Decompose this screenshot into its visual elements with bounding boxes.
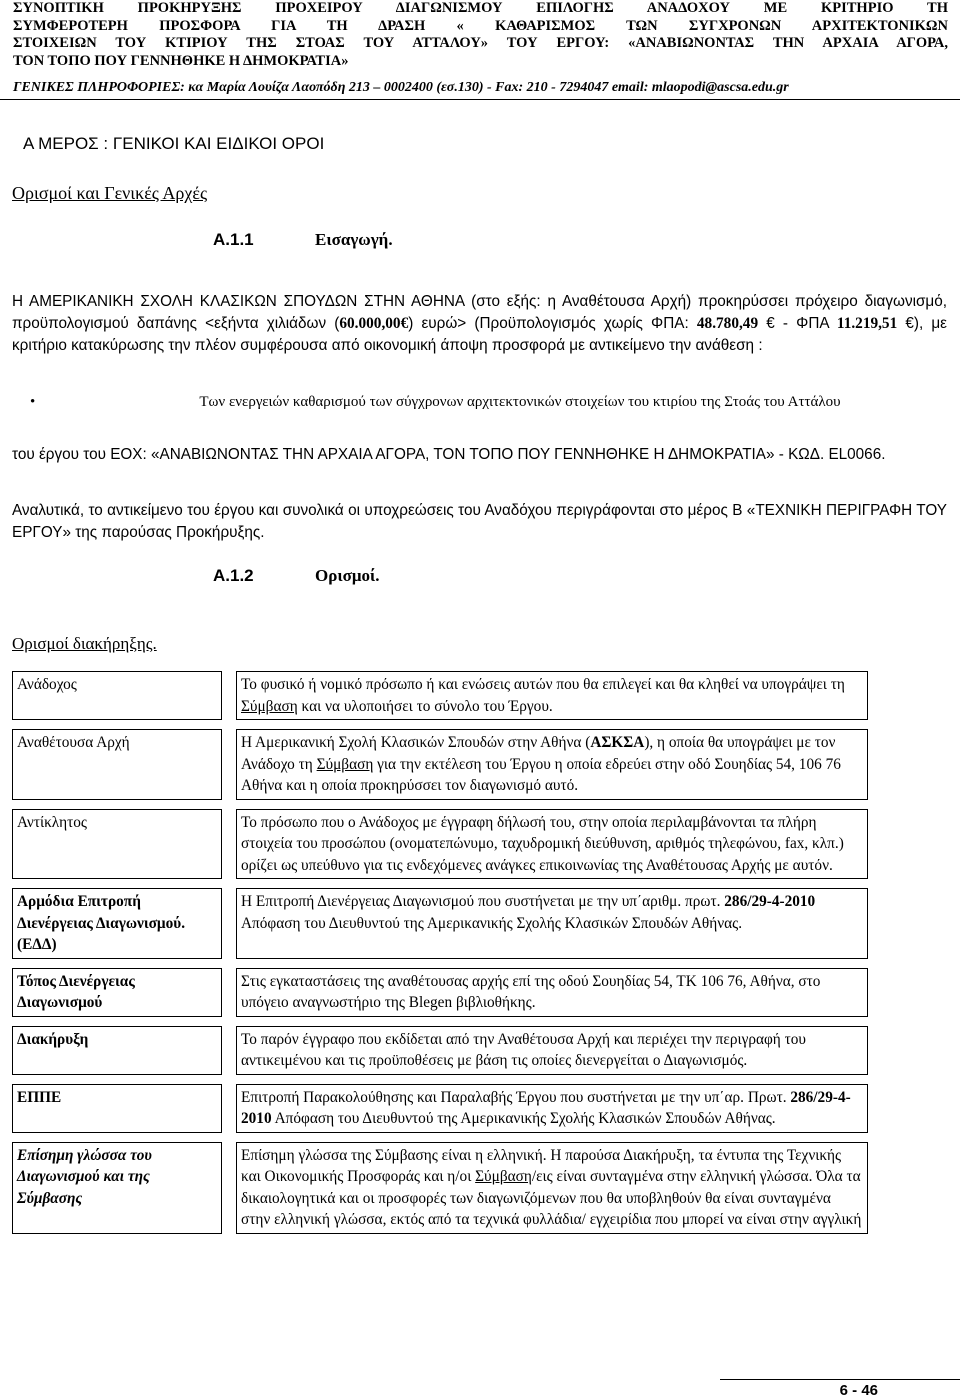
part-title: Α ΜΕΡΟΣ : ΓΕΝΙΚΟΙ ΚΑΙ ΕΙΔΙΚΟΙ ΟΡΟΙ — [23, 134, 325, 153]
table-row — [12, 729, 868, 800]
definition-term: Αρμόδια Επιτροπή Διενέργειας Διαγωνισμού. (ΕΔΔ) — [12, 888, 222, 959]
subsection-heading-definitions — [213, 566, 380, 586]
definition-term: Ανάδοχος — [12, 671, 222, 720]
definition-term: Αναθέτουσα Αρχή — [12, 729, 222, 800]
table-row — [12, 809, 868, 880]
definition-description: Το φυσικό ή νομικό πρόσωπο ή και ενώσεις αυτών που θα επιλεγεί και θα κληθεί να υπογράψει τη Σύμβαση και να υλοποιήσει το σύνολο του Έργου. — [236, 671, 868, 720]
definition-description: Στις εγκαταστάσεις της αναθέτουσας αρχής επί της οδού Σουηδίας 54, ΤΚ 106 76, Αθήνα, στο υπόγειο αναγνωστήριο της Blegen βιβλιοθήκης. — [236, 968, 868, 1017]
definition-description: Το πρόσωπο που ο Ανάδοχος με έγγραφη δήλωσή του, στην οποία περιλαμβάνονται τα πλήρη στοιχεία του προσώπου (ονοματεπώνυμο, ταχυδρομική διεύθυνση, αριθμός τηλεφώνου, fax, κλπ.) ορίζει ως υπεύθυνο για τις ενδεχόμενες ανάγκες επικοινωνίας της Αναθέτουσας Αρχής με αυτόν. — [236, 809, 868, 880]
project-paragraph: του έργου του ΕΟΧ: «ΑΝΑΒΙΩΝΟΝΤΑΣ ΤΗΝ ΑΡΧΑΙΑ ΑΓΟΡΑ, ΤΟΝ ΤΟΠΟ ΠΟΥ ΓΕΝΝΗΘΗΚΕ Η ΔΗΜΟΚΡΑΤΙΑ» - ΚΩΔ. EL0066. — [12, 446, 886, 463]
subsection-title: Ορισμοί. — [315, 566, 380, 585]
page-number: 6 - 46 — [839, 1382, 878, 1399]
bullet-item — [30, 392, 910, 413]
table-row — [12, 671, 868, 720]
definition-term: Επίσημη γλώσσα του Διαγωνισμού και της Σύμβασης — [12, 1142, 222, 1234]
subsection-number: Α.1.2 — [213, 566, 254, 585]
table-row — [12, 888, 868, 959]
footer-divider — [720, 1379, 960, 1380]
definition-term: Τόπος Διενέργειας Διαγωνισμού — [12, 968, 222, 1017]
table-row — [12, 1084, 868, 1133]
definitions-title: Ορισμοί διακήρηξης. — [12, 634, 157, 653]
table-row — [12, 968, 868, 1017]
header-contact-info: ΓΕΝΙΚΕΣ ΠΛΗΡΟΦΟΡΙΕΣ: κα Μαρία Λουίζα Λαοπόδη 213 – 0002400 (εσ.130) - Fax: 210 - 7294047 email: mlaopodi@ascsa.edu.gr — [13, 80, 789, 96]
section-title: Ορισμοί και Γενικές Αρχές — [12, 183, 208, 203]
header-divider — [0, 99, 960, 100]
definition-term: Αντίκλητος — [12, 809, 222, 880]
intro-paragraph: Η ΑΜΕΡΙΚΑΝΙΚΗ ΣΧΟΛΗ ΚΛΑΣΙΚΩΝ ΣΠΟΥΔΩΝ ΣΤΗΝ ΑΘΗΝΑ (στο εξής: η Αναθέτουσα Αρχή) προκηρύσσει πρόχειρο διαγωνισμό, προϋπολογισμού δαπάνης <εξήντα χιλιάδων (60.000,00€) ευρώ> (Προϋπολογισμός χωρίς ΦΠΑ: 48.780,49 € - ΦΠΑ 11.219,51 €), με κριτήριο κατακύρωσης την πλέον συμφέρουσα από οικονομική άποψη προσφορά με αντικείμενο την ανάθεση : — [12, 293, 948, 354]
header-title-line-3: ΣΤΟΙΧΕΙΩΝ ΤΟΥ ΚΤΙΡΙΟΥ ΤΗΣ ΣΤΟΑΣ ΤΟΥ ΑΤΤΑΛΟΥ» ΤΟΥ ΕΡΓΟΥ: «ΑΝΑΒΙΩΝΟΝΤΑΣ ΤΗΝ ΑΡΧΑΙΑ ΑΓΟΡΑ, — [13, 35, 948, 52]
header-title-line-4: ΤΟΝ ΤΟΠΟ ΠΟΥ ΓΕΝΝΗΘΗΚΕ Η ΔΗΜΟΚΡΑΤΙΑ» — [13, 52, 349, 69]
header-title-line-1: ΣΥΝΟΠΤΙΚΗ ΠΡΟΚΗΡΥΞΗΣ ΠΡΟΧΕΙΡΟΥ ΔΙΑΓΩΝΙΣΜΟΥ ΕΠΙΛΟΓΗΣ ΑΝΑΔΟΧΟΥ ΜΕ ΚΡΙΤΗΡΙΟ ΤΗ — [13, 0, 948, 16]
document-header — [13, 0, 948, 96]
definition-description: Επίσημη γλώσσα της Σύμβασης είναι η ελληνική. Η παρούσα Διακήρυξη, τα έντυπα της Τεχνικής και Οικονομικής Προσφοράς και η/οι Σύμβαση/εις είναι συνταγμένα στην ελληνική γλώσσα. Όλα τα δικαιολογητικά και οι προσφορές των διαγωνιζόμενων που θα υποβληθούν θα είναι συνταγμένα στην ελληνική γλώσσα, εκτός από τα τεχνικά φυλλάδια/ εγχειρίδια που μπορεί να είναι στην αγγλική — [236, 1142, 868, 1234]
subsection-number: Α.1.1 — [213, 230, 254, 249]
definitions-table — [12, 662, 868, 1243]
table-row — [12, 1142, 868, 1234]
bullet-text: Των ενεργειών καθαρισμού των σύγχρονων αρχιτεκτονικών στοιχείων του κτιρίου της Στοάς του Αττάλου — [199, 394, 841, 410]
definition-description: Η Επιτροπή Διενέργειας Διαγωνισμού που συστήνεται με την υπ΄αριθμ. πρωτ. 286/29-4-2010 Απόφαση του Διευθυντού της Αμερικανικής Σχολής Κλασικών Σπουδών Αθήνας. — [236, 888, 868, 959]
bullet-symbol: • — [30, 394, 36, 410]
definition-description: Επιτροπή Παρακολούθησης και Παραλαβής Έργου που συστήνεται με την υπ΄αρ. Πρωτ. 286/29-4-2010 Απόφαση του Διευθυντού της Αμερικανικής Σχολής Κλασικών Σπουδών Αθήνας. — [236, 1084, 868, 1133]
definition-description: Το παρόν έγγραφο που εκδίδεται από την Αναθέτουσα Αρχή και περιέχει την περιγραφή του αντικειμένου και τις προϋποθέσεις με βάση τις οποίες διενεργείται ο Διαγωνισμός. — [236, 1026, 868, 1075]
header-title-line-2: ΣΥΜΦΕΡΟΤΕΡΗ ΠΡΟΣΦΟΡΑ ΓΙΑ ΤΗ ΔΡΑΣΗ « ΚΑΘΑΡΙΣΜΟΣ ΤΩΝ ΣΥΓΧΡΟΝΩΝ ΑΡΧΙΤΕΚΤΟΝΙΚΩΝ — [13, 17, 948, 34]
definition-term: ΕΠΠΕ — [12, 1084, 222, 1133]
subsection-heading-intro — [213, 230, 393, 250]
analysis-paragraph: Αναλυτικά, το αντικείμενο του έργου και συνολικά οι υποχρεώσεις του Αναδόχου περιγράφονται στο μέρος Β «ΤΕΧΝΙΚΗ ΠΕΡΙΓΡΑΦΗ ΤΟΥ ΕΡΓΟΥ» της παρούσας Προκήρυξης. — [12, 502, 947, 541]
definition-description: Η Αμερικανική Σχολή Κλασικών Σπουδών στην Αθήνα (ΑΣΚΣΑ), η οποία θα υπογράψει με τον Ανάδοχο τη Σύμβαση για την εκτέλεση του Έργου η οποία εδρεύει στην οδό Σουηδίας 54, 106 76 Αθήνα και η οποία προκηρύσσει τον διαγωνισμό αυτό. — [236, 729, 868, 800]
subsection-title: Εισαγωγή. — [315, 230, 393, 249]
table-row — [12, 1026, 868, 1075]
definition-term: Διακήρυξη — [12, 1026, 222, 1075]
